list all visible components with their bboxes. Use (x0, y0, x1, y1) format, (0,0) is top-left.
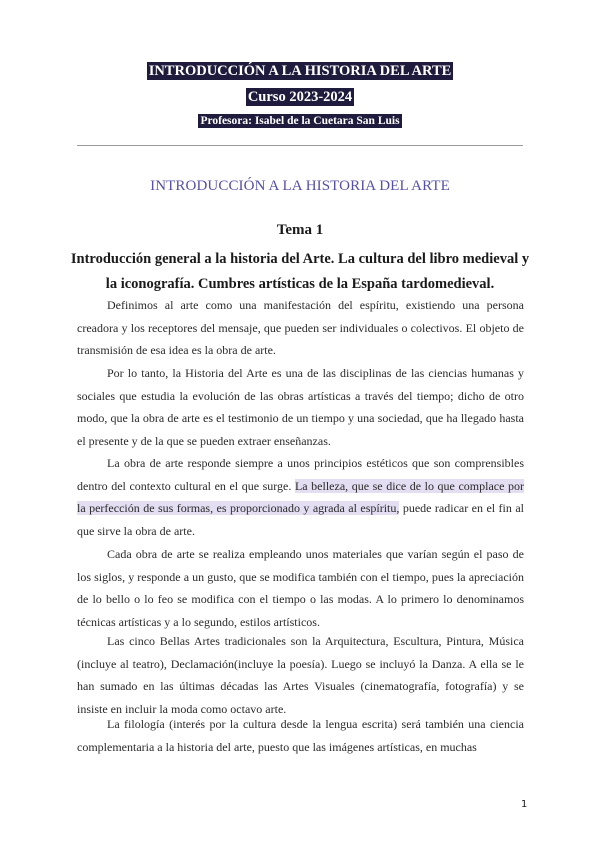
paragraph-5 (77, 630, 524, 720)
paragraph-text: Las cinco Bellas Artes tradicionales son la Arquitectura, Escultura, Pintura, Música (incluye al teatro), Declamación(incluye la poesía). Luego se incluyó la Danza. A ella se le han sumado en las últimas décadas las Artes Visuales (cinematografía, fotografía) y se insiste en incluir la moda como octavo arte. (77, 634, 524, 716)
header-course-title (0, 63, 600, 80)
paragraph-text (77, 452, 524, 542)
paragraph-2 (77, 362, 524, 452)
header-teacher (0, 115, 600, 127)
page-number: 1 (521, 799, 528, 810)
header-course-year (0, 89, 600, 106)
paragraph-text-after: puede radicar en el fin al que sirve la obra de arte. (77, 501, 524, 538)
document-title: INTRODUCCIÓN A LA HISTORIA DEL ARTE (150, 178, 450, 194)
paragraph-3 (77, 452, 524, 542)
paragraph-text-before: La obra de arte responde siempre a unos principios estéticos que son comprensibles dentro del contexto cultural en el que surge. (77, 456, 524, 493)
paragraph-text: Definimos al arte como una manifestación del espíritu, existiendo una persona creadora y los receptores del mensaje, que pueden ser individuales o colectivos. El objeto de transmisión de esa idea es la obra de arte. (77, 298, 524, 357)
paragraph-1 (77, 294, 524, 362)
topic-heading: Tema 1 (276, 222, 324, 238)
highlighted-text[interactable]: La belleza, que se dice de lo que complace por la perfección de sus formas, es proporcionado y agrada al espíritu, (77, 478, 524, 515)
paragraph-4 (77, 543, 524, 633)
header-divider (77, 145, 523, 146)
paragraph-text: Por lo tanto, la Historia del Arte es una de las disciplinas de las ciencias humanas y sociales que estudia la evolución de las obras artísticas a través del tiempo; dicho de otro modo, que la obra de arte es el testimonio de un tiempo y una sociedad, que ha llegado hasta el presente y de la que se pueden extraer enseñanzas. (77, 366, 524, 448)
paragraph-6 (77, 713, 524, 758)
topic-subtitle: Introducción general a la historia del Arte. La cultura del libro medieval y la iconografía. Cumbres artísticas de la España tardomedieval. (70, 251, 530, 292)
paragraph-text: La filología (interés por la cultura desde la lengua escrita) será también una ciencia complementaria a la historia del arte, puesto que las imágenes artísticas, en muchas (77, 717, 524, 754)
header-course-year-text: Curso 2023-2024 (247, 89, 353, 105)
header-teacher-text: Profesora: Isabel de la Cuetara San Luis (200, 115, 400, 127)
header-course-title-text: INTRODUCCIÓN A LA HISTORIA DEL ARTE (148, 63, 452, 79)
paragraph-text: Cada obra de arte se realiza empleando unos materiales que varían según el paso de los siglos, y responde a un gusto, que se modifica también con el tiempo, pues la apreciación de lo bello o lo feo se modifica con el tiempo o las modas. A lo primero lo denominamos técnicas artísticas y a lo segundo, estilos artísticos. (77, 547, 524, 629)
